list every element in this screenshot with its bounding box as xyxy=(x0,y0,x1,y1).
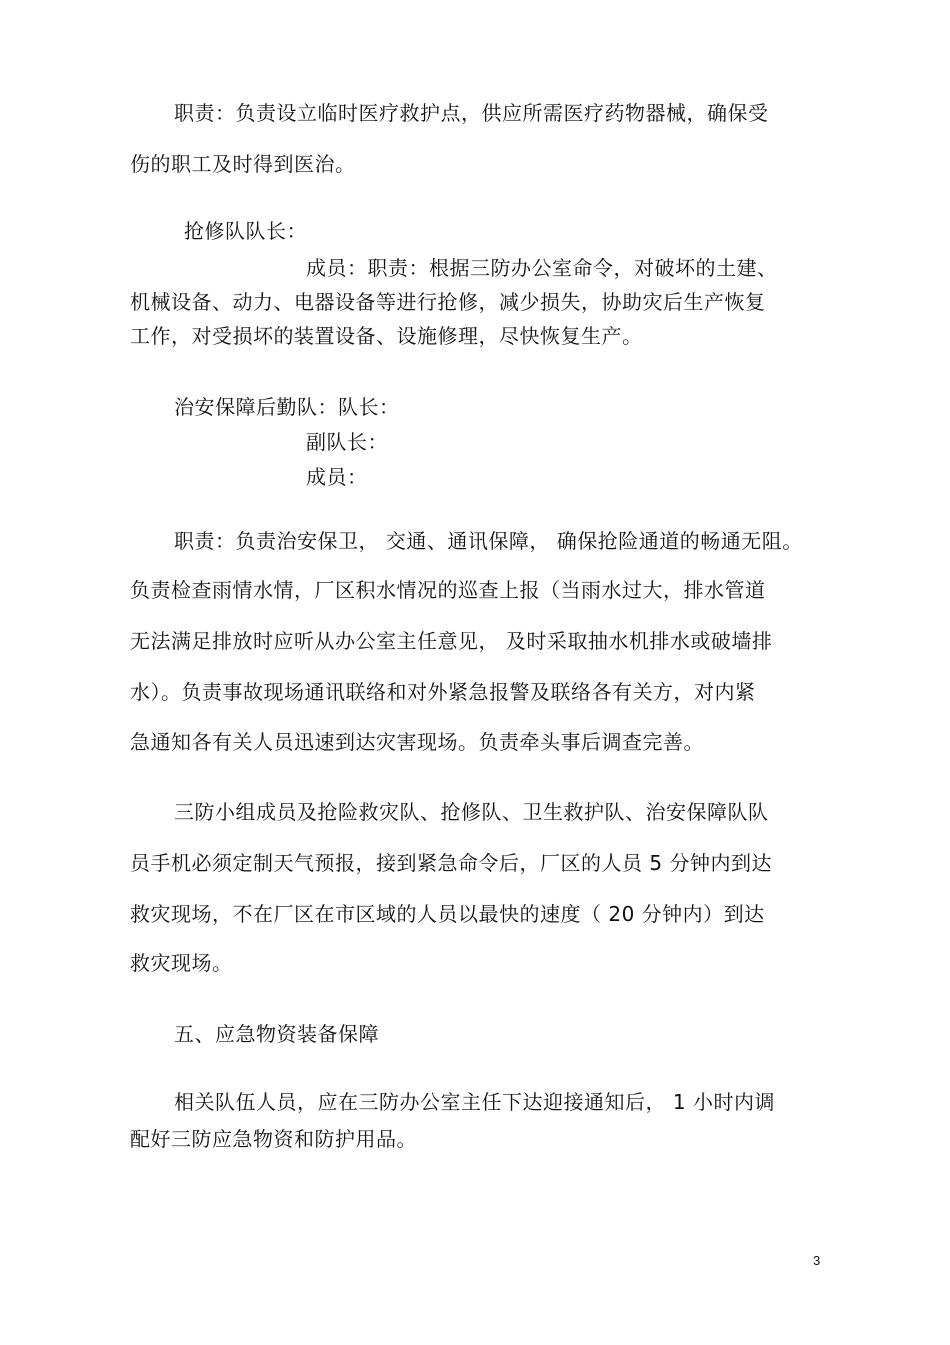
page-number: 3 xyxy=(813,1253,821,1268)
response-line-1: 三防小组成员及抢险救灾队、抢修队、卫生救护队、治安保障队队 xyxy=(174,800,769,824)
response-line-2: 员手机必须定制天气预报，接到紧急命令后，厂区的人员 5 分钟内到达 xyxy=(130,851,772,875)
medical-duty-line-2: 伤的职工及时得到医治。 xyxy=(130,152,356,176)
security-team-leader: 治安保障后勤队：队长： xyxy=(174,395,400,419)
security-duty-line-2: 负责检查雨情水情，厂区积水情况的巡查上报（当雨水过大，排水管道 xyxy=(130,578,766,602)
repair-duty-line-2: 机械设备、动力、电器设备等进行抢修，减少损失，协助灾后生产恢复 xyxy=(130,290,766,314)
security-duty-line-5: 急通知各有关人员迅速到达灾害现场。负责牵头事后调查完善。 xyxy=(130,730,704,754)
security-duty-line-3: 无法满足排放时应听从办公室主任意见， 及时采取抽水机排水或破墙排 xyxy=(130,629,773,653)
security-duty-line-1: 职责：负责治安保卫， 交通、通讯保障， 确保抢险通道的畅通无阻。 xyxy=(174,529,803,553)
repair-team-leader: 抢修队队长： xyxy=(184,219,307,243)
response-line-3: 救灾现场，不在厂区在市区域的人员以最快的速度（ 20 分钟内）到达 xyxy=(130,902,765,926)
section-5-line-1: 相关队伍人员，应在三防办公室主任下达迎接通知后， 1 小时内调 xyxy=(174,1090,775,1114)
section-5-heading: 五、应急物资装备保障 xyxy=(174,1022,379,1046)
medical-duty-line-1: 职责：负责设立临时医疗救护点，供应所需医疗药物器械，确保受 xyxy=(174,101,769,125)
section-5-line-2: 配好三防应急物资和防护用品。 xyxy=(130,1127,417,1151)
security-duty-line-4: 水）。负责事故现场通讯联络和对外紧急报警及联络各有关方，对内紧 xyxy=(130,680,756,704)
repair-duty-line-1: 成员：职责：根据三防办公室命令，对破坏的土建、 xyxy=(306,256,778,280)
repair-duty-line-3: 工作，对受损坏的装置设备、设施修理，尽快恢复生产。 xyxy=(130,324,643,348)
security-team-members: 成员： xyxy=(306,465,368,489)
security-team-deputy: 副队长： xyxy=(306,430,388,454)
response-line-4: 救灾现场。 xyxy=(130,951,233,975)
